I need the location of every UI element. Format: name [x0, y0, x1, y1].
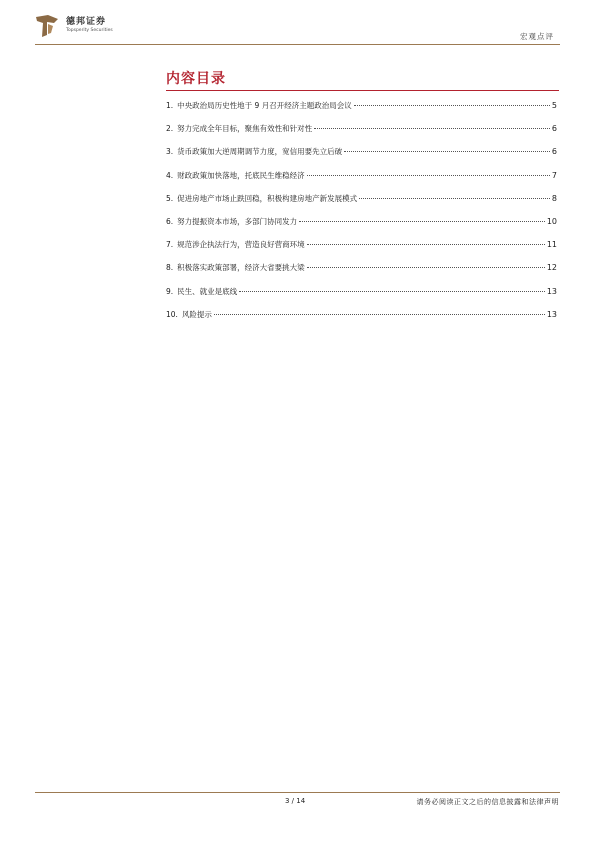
toc-title-divider — [166, 90, 559, 91]
toc-entry[interactable] — [166, 309, 557, 332]
table-of-contents — [166, 100, 557, 332]
toc-entry-number: 1. — [166, 101, 174, 110]
toc-entry-title: 促进房地产市场止跌回稳，积极构建房地产新发展模式 — [177, 193, 358, 203]
legal-notice: 请务必阅读正文之后的信息披露和法律声明 — [416, 798, 559, 806]
toc-entry-title: 民生、就业是底线 — [177, 286, 238, 296]
brand-name — [66, 17, 113, 34]
toc-entry-page: 8 — [551, 193, 557, 203]
toc-entry[interactable] — [166, 216, 557, 239]
toc-title: 内容目录 — [166, 71, 226, 87]
toc-entry[interactable] — [166, 170, 557, 193]
toc-entry-page: 6 — [551, 124, 557, 134]
toc-entry-title: 中央政治局历史性地于 9 月召开经济主题政治局会议 — [177, 101, 352, 110]
toc-entry-page: 5 — [551, 101, 557, 110]
page-number: 3 / 14 — [285, 797, 306, 805]
toc-entry-number: 4. — [166, 170, 174, 180]
toc-dot-leader — [314, 128, 550, 129]
toc-dot-leader — [344, 151, 550, 152]
toc-dot-leader — [307, 267, 545, 268]
toc-entry-number: 8. — [166, 263, 174, 273]
toc-entry[interactable] — [166, 123, 557, 146]
toc-entry-page: 12 — [546, 263, 557, 273]
toc-entry[interactable] — [166, 262, 557, 285]
toc-entry-number: 3. — [166, 147, 174, 157]
toc-entry-title: 风险提示 — [181, 309, 212, 319]
toc-entry[interactable] — [166, 286, 557, 309]
toc-entry-page: 13 — [546, 286, 557, 296]
toc-entry-number: 9. — [166, 286, 174, 296]
brand-name-cn: 德邦证券 — [66, 17, 107, 27]
toc-entry[interactable] — [166, 146, 557, 169]
toc-entry-title: 努力完成全年目标，聚焦有效性和针对性 — [177, 124, 313, 134]
toc-entry-page: 6 — [551, 147, 557, 157]
page-header — [0, 0, 595, 50]
toc-entry-number: 6. — [166, 216, 174, 226]
toc-entry-title: 规范涉企执法行为，营造良好营商环境 — [177, 240, 305, 250]
company-logo-icon — [34, 13, 60, 39]
toc-entry-page: 7 — [551, 170, 557, 180]
toc-entry-title: 货币政策加大逆周期调节力度，宽信用要先立后破 — [177, 147, 343, 157]
toc-entry-number: 10. — [166, 309, 178, 319]
toc-dot-leader — [354, 105, 550, 106]
toc-entry-title: 努力提振资本市场，多部门协同发力 — [177, 216, 298, 226]
toc-dot-leader — [307, 244, 545, 245]
toc-entry-number: 5. — [166, 193, 174, 203]
report-type-label: 宏观点评 — [520, 32, 554, 41]
header-divider — [35, 44, 560, 45]
toc-entry-number: 7. — [166, 240, 174, 250]
toc-entry[interactable] — [166, 239, 557, 262]
toc-dot-leader — [307, 175, 550, 176]
toc-entry-title: 积极落实政策部署，经济大省要挑大梁 — [177, 263, 305, 273]
toc-entry-number: 2. — [166, 124, 174, 134]
toc-entry-page: 11 — [546, 240, 557, 250]
toc-dot-leader — [239, 291, 545, 292]
toc-entry[interactable] — [166, 193, 557, 216]
toc-entry-page: 13 — [546, 309, 557, 319]
toc-entry-title: 财政政策加快落地，托底民生维稳经济 — [177, 170, 305, 180]
toc-dot-leader — [214, 314, 545, 315]
footer-divider — [35, 792, 560, 793]
toc-dot-leader — [299, 221, 545, 222]
toc-entry-page: 10 — [546, 216, 557, 226]
toc-entry[interactable] — [166, 100, 557, 123]
brand-name-en: Topsperity Securities — [66, 28, 113, 33]
toc-dot-leader — [359, 198, 550, 199]
